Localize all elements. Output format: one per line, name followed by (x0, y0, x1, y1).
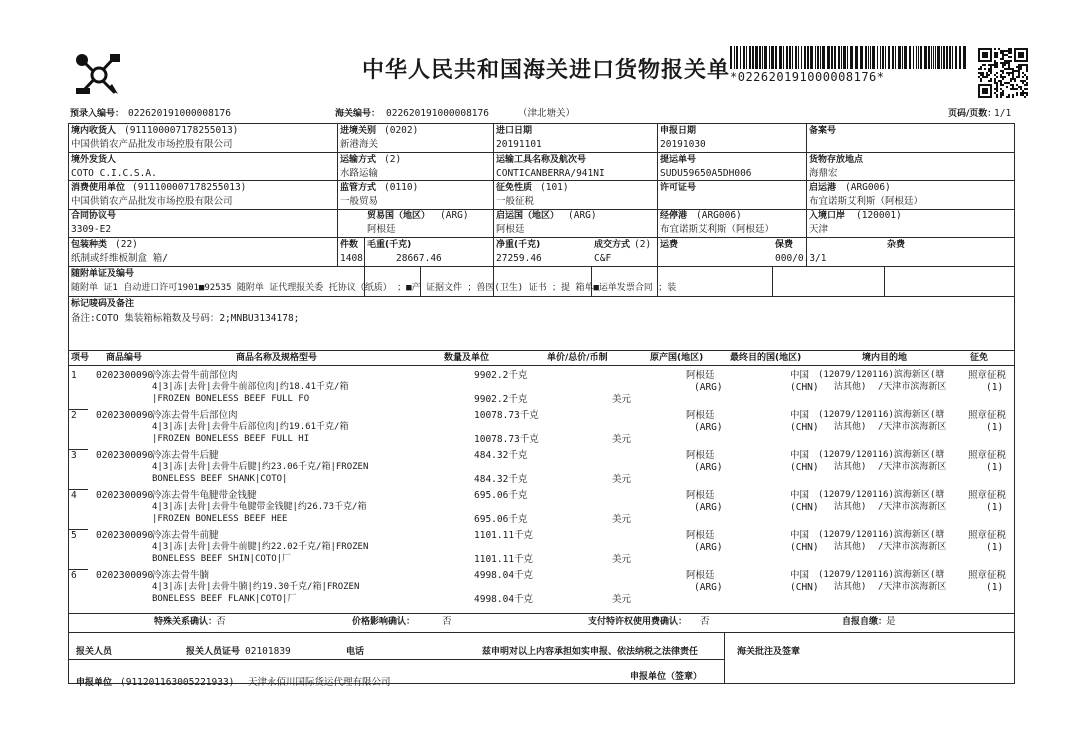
goods-item-exemption-code: (1) (986, 502, 1004, 513)
goods-item-domestic-dest-2: 沽其他) (834, 462, 867, 472)
packing-label: 包装种类 (71, 240, 108, 250)
goods-item-spec-line2: BONELESS BEEF SHIN|COTO|厂 (152, 554, 292, 564)
goods-item-qty: 484.32千克 (474, 450, 528, 461)
goods-item-currency: 美元 (612, 594, 632, 605)
barcode-icon (730, 46, 970, 69)
goods-item-name: 冷冻去骨牛前腱 (152, 530, 219, 541)
goods-item-final-dest-code: (CHN) (790, 422, 819, 433)
goods-item-qty: 695.06千克 (474, 490, 528, 501)
customs-note-label: 海关批注及签章 (737, 647, 801, 657)
pieces-value: 1408 (340, 253, 363, 264)
goods-item-domestic-dest-3: /天津市滨海新区 (878, 382, 947, 392)
goods-item-domestic-dest: (12079/120116)滨海新区(塘 (818, 530, 945, 540)
packing-value: 纸制或纤维板制盒 箱/ (71, 253, 168, 264)
goods-item-code: 0202300090 (96, 490, 154, 501)
goods-item-exemption: 照章征税 (968, 530, 1007, 541)
entry-port-label: 进境关别 (340, 126, 377, 136)
declare-date-label: 申报日期 (660, 126, 697, 136)
goods-item-origin-code: (ARG) (694, 462, 723, 473)
royalty-value: 否 (700, 616, 710, 627)
goods-item-spec-line1: 4|3|冻|去骨|去骨牛后腱|约23.06千克/箱|FROZEN (152, 462, 369, 472)
selfpay-value: 是 (886, 616, 896, 627)
origin-country-value: 阿根廷 (496, 224, 525, 235)
declarant-seal-label: 申报单位（签章） (630, 672, 703, 682)
entry-port-code: (0202) (384, 125, 419, 136)
customs-emblem-icon (70, 50, 128, 100)
goods-item-exemption-code: (1) (986, 462, 1004, 473)
goods-item-domestic-dest-2: 沽其他) (834, 382, 867, 392)
goods-item-qty: 1101.11千克 (474, 530, 534, 541)
goods-item-domestic-dest-3: /天津市滨海新区 (878, 502, 947, 512)
goods-item-no: 1 (71, 370, 77, 381)
goods-item-origin-code: (ARG) (694, 582, 723, 593)
license-label: 许可证号 (660, 183, 697, 193)
barcode-number: *022620191000008176* (730, 70, 885, 84)
goods-col-exemption: 征免 (970, 353, 989, 363)
goods-item-domestic-dest-2: 沽其他) (834, 502, 867, 512)
levy-value: 一般征税 (496, 196, 535, 207)
goods-item-domestic-dest: (12079/120116)滨海新区(塘 (818, 450, 945, 460)
selfpay-label: 自报自缴： (842, 617, 888, 627)
customs-no-value: 022620191000008176 (386, 108, 489, 119)
transit-port-value: 布宜诺斯艾利斯（阿根廷） (660, 224, 775, 235)
goods-item-spec-line1: 4|3|冻|去骨|去骨牛后部位肉|约19.61千克/箱 (152, 422, 349, 432)
customs-port: （津北塘关） (518, 108, 576, 119)
price-label: 价格影响确认： (352, 617, 416, 627)
goods-col-origin: 原产国(地区) (650, 353, 704, 363)
goods-item-origin: 阿根廷 (686, 450, 715, 461)
page-value: 1/1 (994, 108, 1012, 119)
goods-item-qty-secondary: 4998.04千克 (474, 594, 534, 605)
goods-item-qty: 10078.73千克 (474, 410, 539, 421)
docs-label: 随附单证及编号 (71, 269, 135, 279)
user-name: 中国供销农产品批发市场控股有限公司 (71, 196, 233, 207)
goods-item-no: 4 (71, 490, 77, 501)
gross-label: 毛重(千克) (367, 240, 412, 250)
goods-item-origin-code: (ARG) (694, 382, 723, 393)
goods-item-exemption: 照章征税 (968, 370, 1007, 381)
page-label: 页码/页数： (948, 109, 997, 119)
goods-item-qty: 9902.2千克 (474, 370, 528, 381)
goods-item-final-dest: 中国 (790, 570, 810, 581)
supervision-label: 监管方式 (340, 183, 377, 193)
declarant-label: 申报单位 (76, 678, 113, 688)
goods-item-name: 冷冻去骨牛后腱 (152, 450, 219, 461)
customs-no-label: 海关编号： (335, 109, 381, 119)
goods-item-domestic-dest: (12079/120116)滨海新区(塘 (818, 410, 945, 420)
import-date-value: 20191101 (496, 139, 542, 150)
price-value: 否 (442, 616, 452, 627)
goods-item-final-dest-code: (CHN) (790, 382, 819, 393)
goods-item-origin: 阿根廷 (686, 490, 715, 501)
entry-place-label: 入境口岸 (809, 211, 846, 221)
preentry-label: 预录入编号： (70, 109, 125, 119)
storage-label: 货物存放地点 (809, 155, 864, 165)
departure-port-code: (ARG006) (845, 182, 891, 193)
goods-item-code: 0202300090 (96, 450, 154, 461)
origin-country-code: (ARG) (568, 210, 597, 221)
goods-item-final-dest-code: (CHN) (790, 542, 819, 553)
document-title: 中华人民共和国海关进口货物报关单 (362, 58, 731, 83)
goods-item-domestic-dest: (12079/120116)滨海新区(塘 (818, 570, 945, 580)
deal-value: C&F (594, 253, 612, 264)
import-date-label: 进口日期 (496, 126, 533, 136)
insurance-label: 保费 (775, 240, 794, 250)
goods-item-exemption-code: (1) (986, 422, 1004, 433)
goods-item-code: 0202300090 (96, 530, 154, 541)
agent-cert-value: 02101839 (245, 646, 291, 657)
goods-item-name: 冷冻去骨牛龟腱带金钱腱 (152, 490, 257, 501)
goods-item-origin-code: (ARG) (694, 542, 723, 553)
goods-item-exemption: 照章征税 (968, 450, 1007, 461)
goods-item-currency: 美元 (612, 554, 632, 565)
record-no-label: 备案号 (809, 126, 837, 136)
goods-item-final-dest: 中国 (790, 450, 810, 461)
bl-value: SUDU59650A5DH006 (660, 168, 752, 179)
goods-item-currency: 美元 (612, 474, 632, 485)
consignee-label: 境内收货人 (71, 126, 117, 136)
goods-item-qty: 4998.04千克 (474, 570, 534, 581)
goods-item-qty-secondary: 9902.2千克 (474, 394, 528, 405)
supervision-code: (0110) (384, 182, 419, 193)
misc-label: 杂费 (887, 240, 906, 250)
insurance-value: 000/0.3/1 (775, 253, 827, 264)
goods-item-exemption-code: (1) (986, 542, 1004, 553)
net-value: 27259.46 (496, 253, 542, 264)
vessel-label: 运输工具名称及航次号 (496, 155, 587, 165)
goods-item-domestic-dest-3: /天津市滨海新区 (878, 462, 947, 472)
agent-cert-label: 报关人员证号 (186, 647, 241, 657)
goods-item-spec-line1: 4|3|冻|去骨|去骨牛腩|约19.30千克/箱|FROZEN (152, 582, 360, 592)
goods-item-no: 6 (71, 570, 77, 581)
goods-item-spec-line2: |FROZEN BONELESS BEEF FULL FO (152, 394, 310, 404)
consignee-name: 中国供销农产品批发市场控股有限公司 (71, 139, 233, 150)
special-label: 特殊关系确认： (154, 617, 218, 627)
special-value: 否 (216, 616, 226, 627)
goods-item-final-dest: 中国 (790, 530, 810, 541)
goods-item-origin: 阿根廷 (686, 570, 715, 581)
goods-item-name: 冷冻去骨牛后部位肉 (152, 410, 238, 421)
marks-value: 备注:COTO 集装箱标箱数及号码：2;MNBU3134178; (71, 313, 300, 324)
departure-port-value: 布宜诺斯艾利斯（阿根廷） (809, 196, 924, 207)
goods-item-spec-line2: |FROZEN BONELESS BEEF FULL HI (152, 434, 310, 444)
goods-item-final-dest: 中国 (790, 410, 810, 421)
transit-port-label: 经停港 (660, 211, 688, 221)
user-code: (91110000717825501З) (132, 182, 247, 193)
goods-col-qty: 数量及单位 (444, 353, 490, 363)
goods-item-exemption-code: (1) (986, 382, 1004, 393)
contract-label: 合同协议号 (71, 211, 117, 221)
docs-value: 随附单 证1 自动进口许可1901■92535 随附单 证代理报关委 托协议（纸质） ；■产 证据文件 ；兽医(卫生) 证书 ；提 箱单■运单发票合同 ；装 (71, 283, 677, 293)
goods-item-spec-line2: |FROZEN BONELESS BEEF HEE (152, 514, 288, 524)
goods-col-domestic-dest: 境内目的地 (862, 353, 908, 363)
goods-item-final-dest-code: (CHN) (790, 582, 819, 593)
goods-item-currency: 美元 (612, 394, 632, 405)
transport-mode-code: (2) (384, 154, 402, 165)
vessel-value: CONTICANBERRA/941NI (496, 168, 605, 179)
goods-item-qty-secondary: 1101.11千克 (474, 554, 534, 565)
goods-item-qty-secondary: 484.32千克 (474, 474, 528, 485)
goods-item-domestic-dest-2: 沽其他) (834, 422, 867, 432)
goods-item-spec-line2: BONELESS BEEF FLANK|COTO|厂 (152, 594, 297, 604)
goods-col-name: 商品名称及规格型号 (236, 353, 318, 363)
goods-item-spec-line1: 4|3|冻|去骨|去骨牛前部位肉|约18.41千克/箱 (152, 382, 349, 392)
goods-item-final-dest: 中国 (790, 490, 810, 501)
goods-item-domestic-dest: (12079/120116)滨海新区(塘 (818, 490, 945, 500)
declarant-code: (91120116300522193З) (120, 677, 235, 688)
goods-item-no: 5 (71, 530, 77, 541)
goods-item-domestic-dest: (12079/120116)滨海新区(塘 (818, 370, 945, 380)
goods-item-origin-code: (ARG) (694, 502, 723, 513)
levy-label: 征免性质 (496, 183, 533, 193)
transport-mode-value: 水路运输 (340, 168, 379, 179)
goods-item-name: 冷冻去骨牛腩 (152, 570, 210, 581)
transport-mode-label: 运输方式 (340, 155, 377, 165)
deal-label: 成交方式 (594, 240, 631, 250)
goods-item-code: 0202300090 (96, 570, 154, 581)
goods-item-exemption-code: (1) (986, 582, 1004, 593)
entry-place-value: 天津 (809, 224, 829, 235)
goods-item-final-dest: 中国 (790, 370, 810, 381)
pieces-label: 件数 (340, 240, 359, 250)
goods-item-domestic-dest-2: 沽其他) (834, 582, 867, 592)
entry-port-value: 新港海关 (340, 139, 379, 150)
goods-item-final-dest-code: (CHN) (790, 502, 819, 513)
storage-value: 海鼎宏 (809, 168, 838, 179)
freight-label: 运费 (660, 240, 679, 250)
transit-port-code: (ARG006) (696, 210, 742, 221)
shipper-label: 境外发货人 (71, 155, 117, 165)
goods-item-code: 0202300090 (96, 410, 154, 421)
phone-label: 电话 (346, 647, 365, 657)
declarant-name: 天津永佰川国际货运代理有限公司 (248, 677, 391, 688)
goods-item-final-dest-code: (CHN) (790, 462, 819, 473)
goods-item-name: 冷冻去骨牛前部位肉 (152, 370, 238, 381)
goods-item-domestic-dest-3: /天津市滨海新区 (878, 582, 947, 592)
goods-item-no: 3 (71, 450, 77, 461)
user-label: 消费使用单位 (71, 183, 126, 193)
goods-item-currency: 美元 (612, 434, 632, 445)
supervision-value: 一般贸易 (340, 196, 379, 207)
trade-country-value: 阿根廷 (367, 224, 396, 235)
goods-item-code: 0202300090 (96, 370, 154, 381)
goods-item-domestic-dest-2: 沽其他) (834, 542, 867, 552)
goods-item-domestic-dest-3: /天津市滨海新区 (878, 422, 947, 432)
goods-item-spec-line2: BONELESS BEEF SHANK|COTO| (152, 474, 288, 484)
bl-label: 提运单号 (660, 155, 697, 165)
entry-place-code: (120001) (856, 210, 902, 221)
goods-item-origin: 阿根廷 (686, 370, 715, 381)
departure-port-label: 启运港 (809, 183, 837, 193)
origin-country-label: 启运国（地区） (496, 211, 560, 221)
royalty-label: 支付特许权使用费确认： (588, 617, 688, 627)
declare-date-value: 20191030 (660, 139, 706, 150)
goods-col-final-dest: 最终目的国(地区) (730, 353, 802, 363)
trade-country-code: (ARG) (440, 210, 469, 221)
trade-country-label: 贸易国（地区） (367, 211, 431, 221)
goods-item-currency: 美元 (612, 514, 632, 525)
contract-value: 3309-E2 (71, 224, 112, 235)
net-label: 净重(千克) (496, 240, 541, 250)
goods-item-exemption: 照章征税 (968, 410, 1007, 421)
levy-code: (101) (540, 182, 569, 193)
goods-item-origin-code: (ARG) (694, 422, 723, 433)
goods-item-spec-line1: 4|3|冻|去骨|去骨牛龟腱带金钱腱|约26.73千克/箱 (152, 502, 367, 512)
preentry-value: 022620191000008176 (128, 108, 231, 119)
qr-code-icon (978, 48, 1028, 98)
goods-item-no: 2 (71, 410, 77, 421)
goods-col-no: 项号 (71, 353, 90, 363)
gross-value: 28667.46 (396, 253, 442, 264)
shipper-value: COTO C.I.C.S.A. (71, 168, 157, 179)
statement: 兹申明对以上内容承担如实申报、依法纳税之法律责任 (482, 647, 699, 657)
deal-code: (2) (634, 239, 652, 250)
marks-label: 标记唛码及备注 (71, 299, 135, 309)
consignee-code: (91110000717825501З) (124, 125, 239, 136)
goods-col-price: 单价/总价/币制 (547, 353, 608, 363)
goods-item-qty-secondary: 10078.73千克 (474, 434, 539, 445)
goods-item-domestic-dest-3: /天津市滨海新区 (878, 542, 947, 552)
goods-item-origin: 阿根廷 (686, 530, 715, 541)
goods-item-qty-secondary: 695.06千克 (474, 514, 528, 525)
goods-item-exemption: 照章征税 (968, 490, 1007, 501)
goods-item-exemption: 照章征税 (968, 570, 1007, 581)
packing-code: (22) (115, 239, 138, 250)
goods-col-code: 商品编号 (106, 353, 143, 363)
agent-label: 报关人员 (76, 647, 113, 657)
goods-item-spec-line1: 4|3|冻|去骨|去骨牛前腱|约22.02千克/箱|FROZEN (152, 542, 369, 552)
goods-item-origin: 阿根廷 (686, 410, 715, 421)
